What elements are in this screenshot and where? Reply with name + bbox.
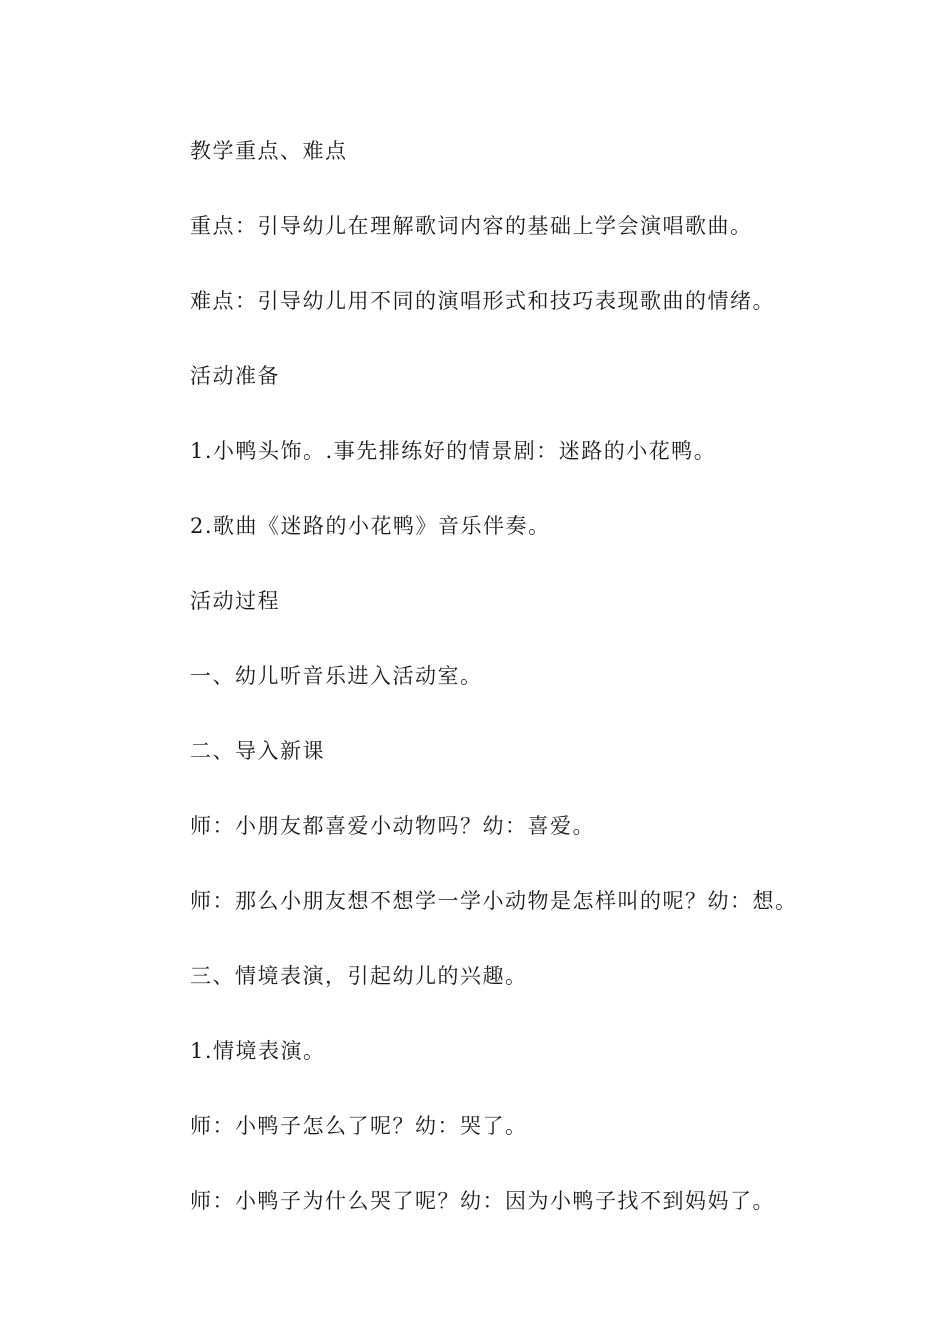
preparation-item-2: 2.歌曲《迷路的小花鸭》音乐伴奏。	[190, 514, 551, 538]
section-heading-process: 活动过程	[190, 589, 280, 613]
dialogue-line: 师：小鸭子怎么了呢？幼：哭了。	[190, 1114, 528, 1138]
dialogue-line: 师：小朋友都喜爱小动物吗？幼：喜爱。	[190, 814, 595, 838]
difficulty-text: 难点：引导幼儿用不同的演唱形式和技巧表现歌曲的情绪。	[190, 289, 775, 313]
process-step-3: 三、情境表演，引起幼儿的兴趣。	[190, 964, 528, 988]
process-step-1: 一、幼儿听音乐进入活动室。	[190, 664, 483, 688]
document-body	[190, 133, 870, 1258]
key-point-text: 重点：引导幼儿在理解歌词内容的基础上学会演唱歌曲。	[190, 214, 753, 238]
sub-step-1: 1.情境表演。	[190, 1039, 326, 1063]
dialogue-line: 师：小鸭子为什么哭了呢？幼：因为小鸭子找不到妈妈了。	[190, 1189, 775, 1213]
section-heading-key-points: 教学重点、难点	[190, 139, 348, 163]
section-heading-preparation: 活动准备	[190, 364, 280, 388]
dialogue-line: 师：那么小朋友想不想学一学小动物是怎样叫的呢？幼：想。	[190, 889, 798, 913]
process-step-2: 二、导入新课	[190, 739, 325, 763]
preparation-item-1: 1.小鸭头饰。.事先排练好的情景剧：迷路的小花鸭。	[190, 439, 717, 463]
